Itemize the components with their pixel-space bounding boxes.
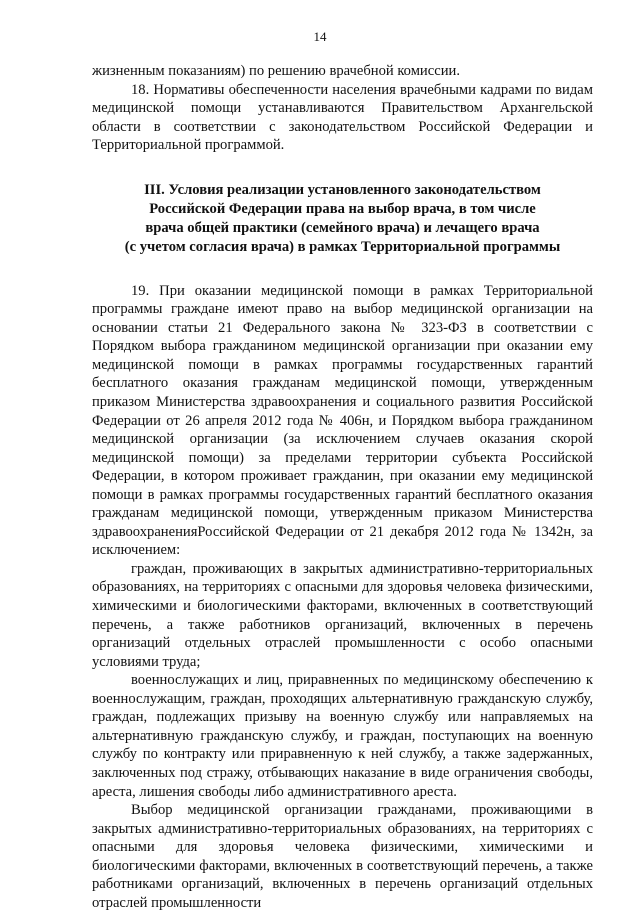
section-heading-line: врача общей практики (семейного врача) и лечащего врача xyxy=(145,219,540,236)
section-heading xyxy=(92,181,593,257)
section-heading-line: Российской Федерации права на выбор врача, в том числе xyxy=(149,200,536,217)
section-heading-line: (с учетом согласия врача) в рамках Территориальной программы xyxy=(124,238,561,255)
paragraph-exception-citizens: граждан, проживающих в закрытых административно-территориальных образованиях, на территориях с опасными для здоровья человека физическими, химическими и биологическими факторами, включенных в соответствующий перечень, а также работников организаций, включенных в перечень организаций отдельных отраслей промышленности с особо опасными условиями труда; xyxy=(92,560,593,670)
page-number: 14 xyxy=(313,29,327,44)
paragraph-19: 19. При оказании медицинской помощи в рамках Территориальной программы граждане имеют право на выбор медицинской организации на основании статьи 21 Федерального закона № 323-ФЗ в соответствии с Порядком выбора гражданином медицинской организации при оказании ему медицинской помощи в рамках программы государственных гарантий бесплатного оказания гражданам медицинской помощи, утвержденным приказом Министерства здравоохранения и социального развития Российской Федерации от 26 апреля 2012 года № 406н, и Порядком выбора гражданином медицинской организации (за исключением случаев оказания скорой медицинской помощи) за пределами территории субъекта Российской Федерации, в котором проживает гражданин, при оказании ему медицинской помощи в рамках программы государственных гарантий бесплатного оказания гражданам медицинской помощи, утвержденным приказом Министерства здравоохраненияРоссийской Федерации от 21 декабря 2012 года № 1342н, за исключением: xyxy=(92,282,593,559)
paragraph-continuation: жизненным показаниям) по решению врачебной комиссии. xyxy=(92,63,460,79)
paragraph-organization-choice: Выбор медицинской организации гражданами, проживающими в закрытых административно-территориальных образованиях, на территориях с опасными для здоровья человека физическими, химическими и биологическими факторами, включенных в соответствующий перечень, а также работниками организаций, включенных в перечень организаций отдельных отраслей промышленности xyxy=(92,802,593,911)
section-heading-line: III. Условия реализации установленного законодательством xyxy=(144,181,541,198)
document-body xyxy=(92,62,593,912)
paragraph-18: 18. Нормативы обеспеченности населения врачебными кадрами по видам медицинской помощи устанавливаются Правительством Архангельской области в соответствии с законодательством Российской Федерации и Территориальной программой. xyxy=(92,81,593,154)
paragraph-exception-military: военнослужащих и лиц, приравненных по медицинскому обеспечению к военнослужащим, граждан, проходящих альтернативную гражданскую службу, граждан, подлежащих призыву на военную службу или направляемых на альтернативную гражданскую службу, и граждан, поступающих на военную службу по контракту или приравненную к ней службу, а также задержанных, заключенных под стражу, отбывающих наказание в виде ограничения свободы, ареста, лишения свободы либо административного ареста. xyxy=(92,672,593,800)
